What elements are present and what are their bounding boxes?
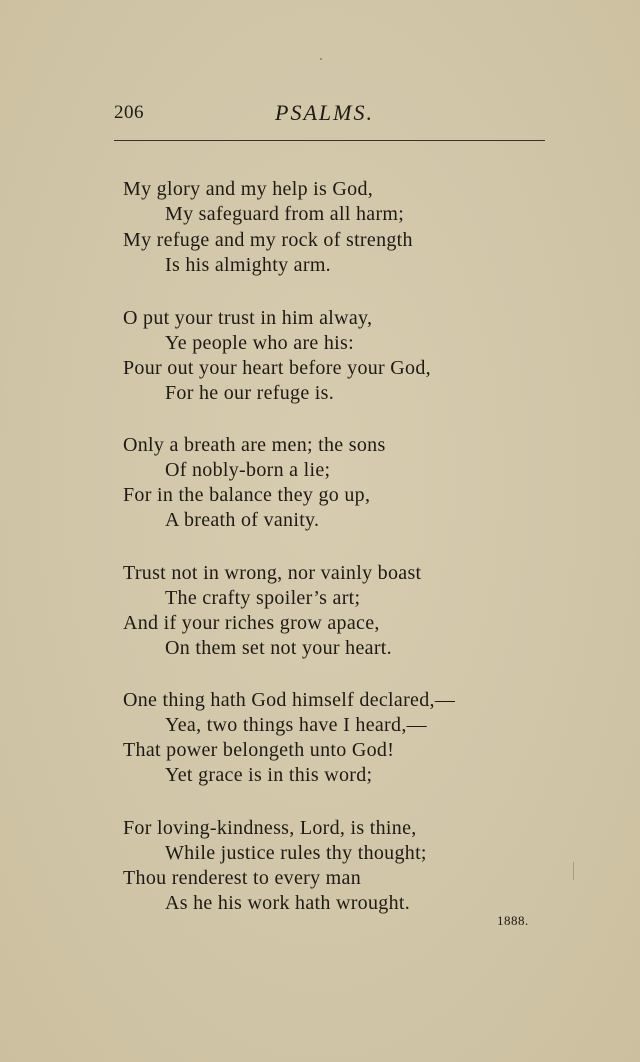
- poem-line: While justice rules thy thought;: [165, 842, 427, 864]
- poem-line: Thou renderest to every man: [123, 867, 362, 889]
- poem-line: My safeguard from all harm;: [165, 203, 405, 225]
- poem-line: For he our refuge is.: [165, 382, 335, 404]
- poem-line: That power belongeth unto God!: [123, 739, 395, 761]
- poem-line: One thing hath God himself declared,—: [123, 689, 456, 711]
- poem-line: Ye people who are his:: [165, 332, 354, 354]
- poem-line: As he his work hath wrought.: [165, 892, 411, 914]
- poem-line: Only a breath are men; the sons: [123, 434, 386, 456]
- poem-line: A breath of vanity.: [165, 509, 320, 531]
- poem-line: Yet grace is in this word;: [165, 764, 373, 786]
- poem-line: And if your riches grow apace,: [123, 612, 380, 634]
- poem-line: O put your trust in him alway,: [123, 307, 373, 329]
- page-number: 206: [114, 102, 144, 123]
- poem-line: Is his almighty arm.: [165, 254, 331, 276]
- poem-line: Trust not in wrong, nor vainly boast: [123, 562, 422, 584]
- poem-line: The crafty spoiler’s art;: [165, 587, 361, 609]
- poem-line: My refuge and my rock of strength: [123, 229, 413, 251]
- poem-line: On them set not your heart.: [165, 637, 392, 659]
- paper-mark: [573, 862, 574, 880]
- poem-line: For loving-kindness, Lord, is thine,: [123, 817, 417, 839]
- poem-line: For in the balance they go up,: [123, 484, 371, 506]
- paper-speck: [320, 58, 322, 60]
- poem-line: My glory and my help is God,: [123, 178, 374, 200]
- poem-line: Yea, two things have I heard,—: [165, 714, 427, 736]
- poem-line: Of nobly-born a lie;: [165, 459, 331, 481]
- running-title: PSALMS.: [275, 100, 374, 125]
- poem-date: 1888.: [497, 913, 529, 928]
- poem-line: Pour out your heart before your God,: [123, 357, 431, 379]
